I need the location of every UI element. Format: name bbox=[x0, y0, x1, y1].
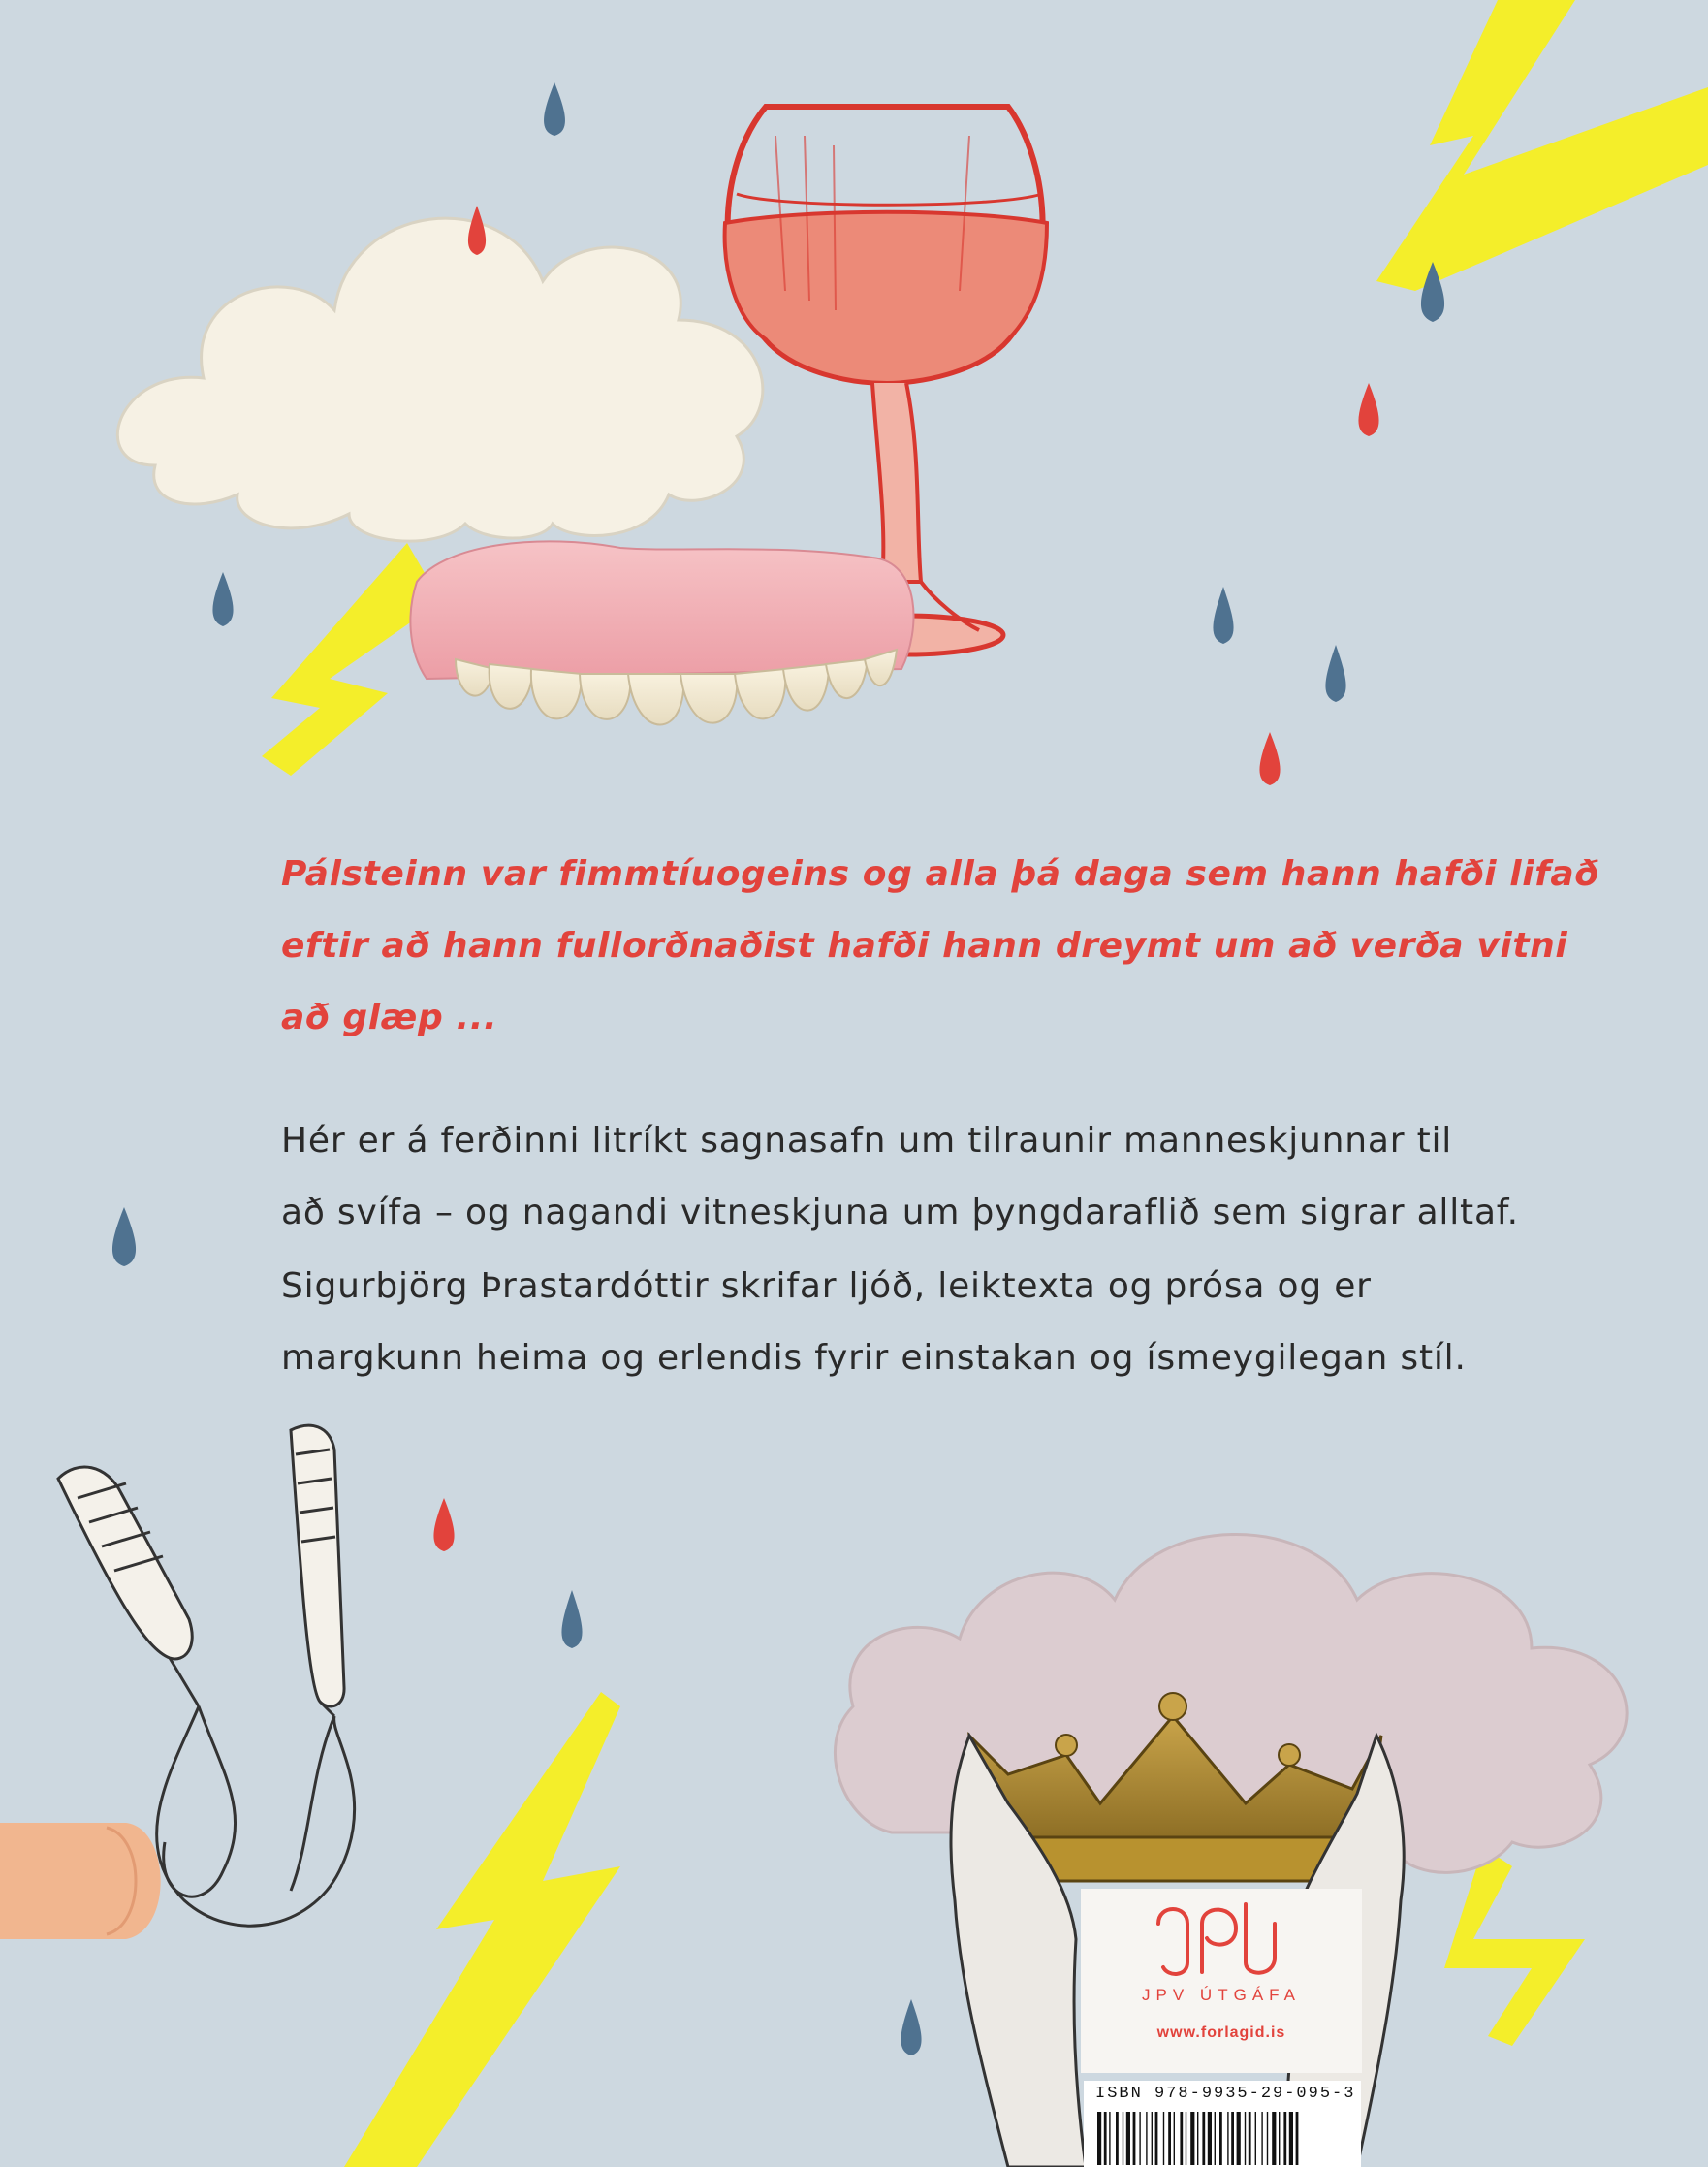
lightning-bolt-icon bbox=[1376, 0, 1708, 291]
barcode-bar bbox=[1296, 2112, 1299, 2165]
lightning-bolt-icon bbox=[1444, 1847, 1585, 2046]
barcode-bar bbox=[1255, 2112, 1256, 2165]
publisher-url: www.forlagid.is bbox=[1156, 2024, 1286, 2041]
teaser-line: Pálsteinn var fimmtíuogeins og alla þá daga sem hann hafði lifað bbox=[281, 854, 1599, 894]
barcode-bar bbox=[1208, 2112, 1212, 2165]
publisher-block bbox=[1081, 1889, 1362, 2073]
isbn-number: ISBN 978-9935-29-095-3 bbox=[1095, 2085, 1356, 2103]
barcode-bar bbox=[1283, 2112, 1286, 2165]
barcode-bar bbox=[1174, 2112, 1175, 2165]
cloud-icon bbox=[117, 218, 762, 541]
author-bio-paragraph bbox=[281, 1251, 1619, 1394]
barcode-bar bbox=[1097, 2112, 1101, 2165]
lightning-bolt-icon bbox=[344, 1692, 620, 2167]
barcode-bar bbox=[1245, 2112, 1246, 2165]
barcode-bar bbox=[1261, 2112, 1262, 2165]
barcode-bar bbox=[1109, 2112, 1110, 2165]
barcode-bar bbox=[1163, 2112, 1164, 2165]
finger-illustration bbox=[0, 1823, 161, 1939]
barcode-bar bbox=[1197, 2112, 1198, 2165]
barcode-bar bbox=[1152, 2112, 1153, 2165]
barcode-bar bbox=[1289, 2112, 1293, 2165]
barcode-bar bbox=[1104, 2112, 1107, 2165]
barcode-bar bbox=[1133, 2112, 1136, 2165]
barcode-bar bbox=[1227, 2112, 1228, 2165]
barcode-bar bbox=[1237, 2112, 1241, 2165]
teaser-blurb bbox=[281, 839, 1619, 1054]
barcode-bar bbox=[1180, 2112, 1183, 2165]
teaser-line: að glæp ... bbox=[281, 998, 498, 1037]
barcode-bar bbox=[1267, 2112, 1268, 2165]
description-paragraph bbox=[281, 1105, 1619, 1249]
dentures-icon bbox=[410, 541, 913, 724]
barcode-bar bbox=[1215, 2112, 1216, 2165]
author-bio-line: Sigurbjörg Þrastardóttir skrifar ljóð, leiktexta og prósa og er bbox=[281, 1266, 1372, 1306]
teaser-line: eftir að hann fullorðnaðist hafði hann dreymt um að verða vitni bbox=[281, 926, 1568, 966]
barcode-bar bbox=[1190, 2112, 1194, 2165]
barcode-bar bbox=[1202, 2112, 1205, 2165]
barcode-bar bbox=[1168, 2112, 1171, 2165]
barcode-bar bbox=[1126, 2112, 1130, 2165]
barcode-bar bbox=[1219, 2112, 1222, 2165]
barcode-bar bbox=[1146, 2112, 1147, 2165]
barcode-bar bbox=[1272, 2112, 1276, 2165]
barcode-bar bbox=[1231, 2112, 1234, 2165]
barcode-bar bbox=[1249, 2112, 1251, 2165]
isbn-barcode-block bbox=[1084, 2081, 1361, 2167]
publisher-logo bbox=[1149, 1895, 1294, 1982]
lightning-bolt-icon bbox=[262, 543, 441, 776]
barcode-bar bbox=[1139, 2112, 1140, 2165]
barcode-bar bbox=[1279, 2112, 1280, 2165]
barcode-bar bbox=[1116, 2112, 1119, 2165]
description-line: að svífa – og nagandi vitneskjuna um þyngdaraflið sem sigrar alltaf. bbox=[281, 1193, 1519, 1232]
barcode-icon bbox=[1084, 2110, 1361, 2167]
publisher-name: JPV ÚTGÁFA bbox=[1142, 1986, 1301, 2004]
barcode-bar bbox=[1155, 2112, 1158, 2165]
author-bio-line: margkunn heima og erlendis fyrir einstakan og ísmeygilegan stíl. bbox=[281, 1338, 1467, 1378]
description-line: Hér er á ferðinni litríkt sagnasafn um tilraunir manneskjunnar til bbox=[281, 1121, 1453, 1161]
